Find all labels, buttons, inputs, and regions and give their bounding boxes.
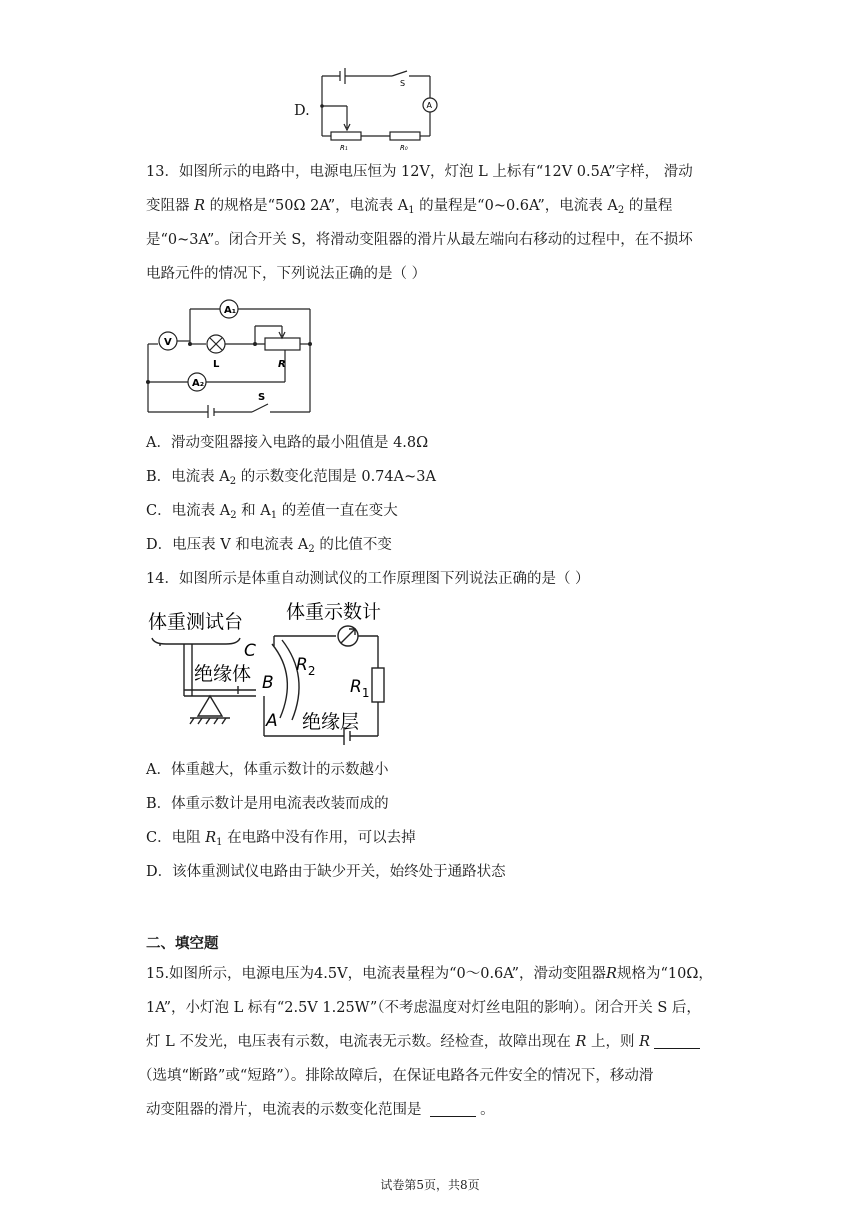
q14-insulating-layer-label: 绝缘层: [302, 711, 360, 733]
section-title: 二、填空题: [146, 935, 219, 952]
q12-option-d-label: D.: [294, 103, 310, 119]
q15-answer-blank-2[interactable]: [430, 1102, 476, 1117]
q13-option-c: C．电流表 $A_2$ 和 $A_1$ 的差值一直在变大: [146, 503, 398, 521]
q14-option-d: D．该体重测试仪电路由于缺少开关，始终处于通路状态: [146, 864, 506, 880]
q14-stem: 14．如图所示是体重自动测试仪的工作原理图下列说法正确的是（ ）: [146, 571, 590, 587]
q14-insulator-label: 绝缘体: [194, 663, 252, 685]
q13-circuit-diagram: [140, 294, 320, 418]
q14-point-c: C: [244, 641, 256, 661]
q14-option-b: B．体重示数计是用电流表改装而成的: [146, 796, 389, 812]
q15-line1: 15.如图所示，电源电压为4.5V，电流表量程为“0～0.6A”，滑动变阻器R规格为“10Ω，: [146, 966, 713, 982]
q12-option-d-circuit: [312, 66, 442, 154]
q12-ammeter-label: A: [426, 101, 432, 110]
q14-r2-label: $R_2$: [296, 655, 316, 678]
page-footer: 试卷第5页，共8页: [380, 1178, 480, 1192]
q15-line5: 动变阻器的滑片，电流表的示数变化范围是 。: [146, 1102, 495, 1118]
q14-option-a: A．体重越大，体重示数计的示数越小: [146, 762, 389, 778]
q14-option-c: C．电阻 $R_1$ 在电路中没有作用，可以去掉: [146, 830, 416, 848]
q13-a2-label: A₂: [192, 378, 205, 389]
q13-a1-label: A₁: [224, 305, 237, 316]
q15-line3: 灯 L 不发光，电压表有示数，电流表无示数。经检查，故障出现在 R 上，则 R: [146, 1032, 704, 1052]
q14-r1-label: $R_1$: [350, 677, 370, 700]
q14-circuit-diagram: [146, 596, 406, 746]
q13-option-d: D．电压表 V 和电流表 $A_2$ 的比值不变: [146, 537, 392, 555]
q15-line4: （选填“断路”或“短路”）。排除故障后，在保证电路各元件安全的情况下，移动滑: [138, 1068, 654, 1084]
q13-stem-line3: 是“0~3A”。闭合开关 S，将滑动变阻器的滑片从最左端向右移动的过程中，在不损坏: [146, 232, 693, 248]
q14-point-b: B: [262, 673, 274, 693]
q14-point-a: A: [266, 711, 278, 731]
q15-line2: 1A”，小灯泡 L 标有“2.5V 1.25W”（不考虑温度对灯丝电阻的影响）。闭合开关 S 后，: [146, 1000, 701, 1016]
q14-meter-label: 体重示数计: [286, 601, 382, 623]
q12-switch-label: S: [400, 79, 406, 88]
q13-lamp-label: L: [213, 359, 220, 370]
q14-platform-label: 体重测试台: [148, 611, 244, 633]
q15-answer-blank-1[interactable]: [654, 1034, 700, 1049]
q13-voltmeter-label: V: [164, 337, 172, 348]
q13-switch-label: S: [258, 392, 266, 403]
q13-stem-line4: 电路元件的情况下，下列说法正确的是（ ）: [146, 266, 427, 282]
q13-option-a: A．滑动变阻器接入电路的最小阻值是 4.8Ω: [146, 435, 429, 451]
q13-stem-line2: 变阻器 R 的规格是“50Ω 2A”，电流表 $A_1$ 的量程是“0~0.6A”，电流表 $A_2$ 的量程: [146, 198, 673, 216]
q13-rheostat-label: R: [278, 359, 286, 370]
q12-rheostat-label: R₁: [340, 144, 348, 152]
q13-option-b: B．电流表 $A_2$ 的示数变化范围是 0.74A~3A: [146, 469, 436, 487]
q12-resistor-label: R₀: [400, 144, 408, 152]
q13-stem-line1: 13．如图所示的电路中，电源电压恒为 12V，灯泡 L 上标有“12V 0.5A”字样， 滑动: [146, 164, 693, 180]
